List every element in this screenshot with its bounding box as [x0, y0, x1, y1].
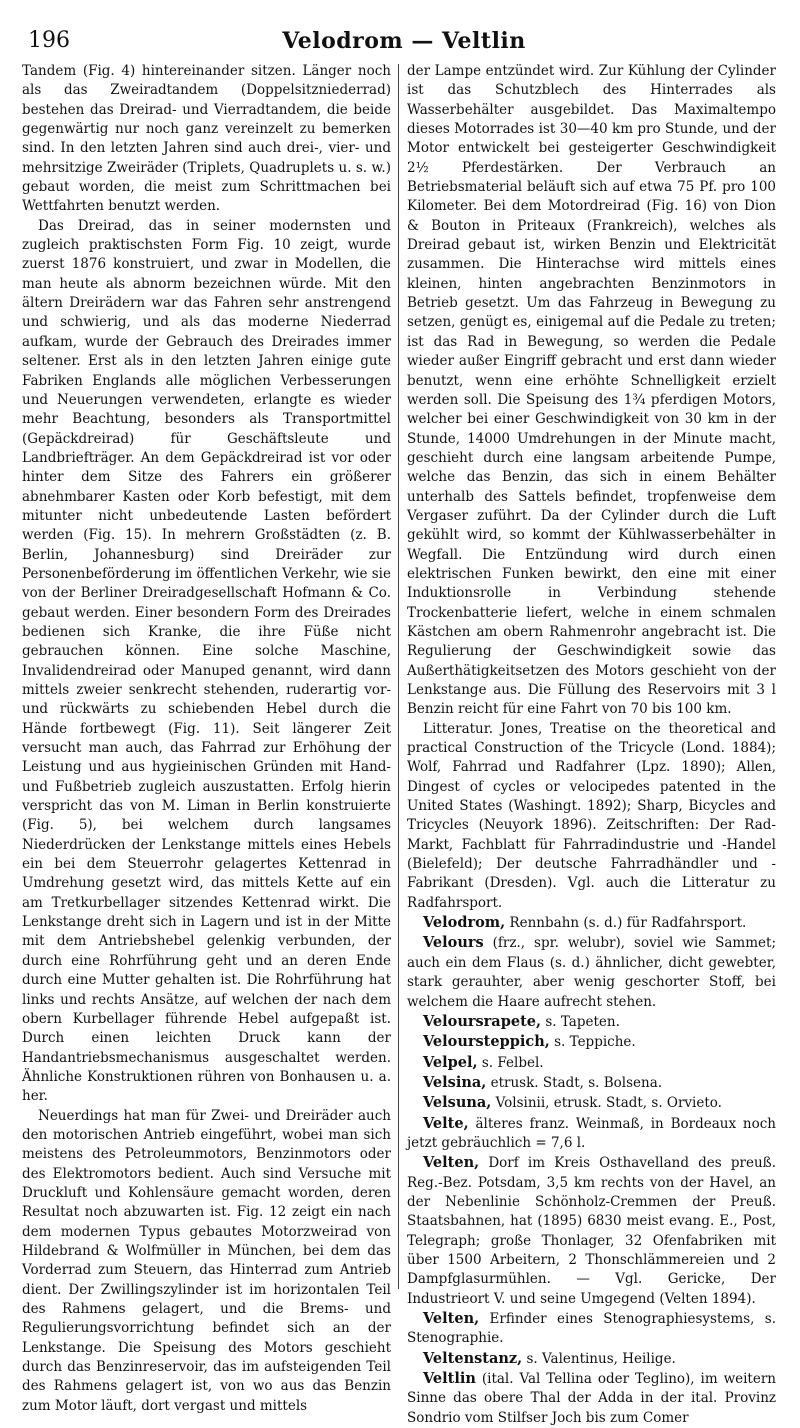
entry-velsina	[407, 1073, 776, 1093]
entry-velpel	[407, 1053, 776, 1073]
entry-term: Velodrom,	[423, 914, 506, 932]
entry-text: Dorf im Kreis Osthavelland des preuß. Reg.-Bez. Potsdam, 3,5 km rechts von der Havel, an der Nebenlinie Schönholz-Cremmen der Preuß. Staatsbahnen, hat (1895) 6830 meist evang. E., Post, Telegraph; große Thonlager, 32 Ofenfabriken mit über 1500 Arbeitern, 2 Thonschlämmereien und 2 Dampfglasurmühlen. — Vgl. Gericke, Der Industrieort V. und seine Umgegend (Velten 1894).	[407, 1155, 776, 1307]
column-divider	[398, 64, 399, 1289]
entry-text: s. Tapeten.	[541, 1013, 620, 1030]
paragraph: der Lampe entzündet wird. Zur Kühlung der Cylinder ist das Schutzblech des Hinterrades als Wasserbehälter ausgebildet. Das Maximaltempo dieses Motorrades ist 30—40 km pro Stunde, und der Motor entwickelt bei gesteigerter Geschwindigkeit 2½ Pferdestärken. Der Verbrauch an Betriebsmaterial beläuft sich auf etwa 75 Pf. pro 100 Kilometer. Bei dem Motordreirad (Fig. 16) von Dion & Bouton in Priteaux (Frankreich), welches als Dreirad gebaut ist, wirken Benzin und Elektricität zusammen. Die Hinterachse wird mittels eines kleinen, hinten angebrachten Benzinmotors in Betrieb gesetzt. Um das Fahrzeug in Bewegung zu setzen, genügt es, einigemal auf die Pedale zu treten; ist das Rad in Bewegung, so werden die Pedale wieder außer Eingriff gebracht und erst dann wieder benutzt, wenn eine erhöhte Schnelligkeit erzielt werden soll. Die Speisung des 1¾ pferdigen Motors, welcher bei einer Geschwindigkeit von 30 km in der Stunde, 14000 Umdrehungen in der Minute macht, geschieht durch eine langsam arbeitende Pumpe, welche das Benzin, das sich in einem Behälter unterhalb des Sattels befindet, tropfenweise dem Vergaser zuführt. Da der Cylinder durch die Luft gekühlt wird, so kommt der Kühlwasserbehälter in Wegfall. Die Entzündung wird durch einen elektrischen Funken bewirkt, den eine mit einer Induktionsrolle in Verbindung stehende Trockenbatterie liefert, welche in einem schmalen Kästchen am obern Rahmenrohr angebracht ist. Die Regulierung der Geschwindigkeit sowie das Außerthätigkeitsetzen des Motors geschieht von der Lenkstange aus. Die Füllung des Reservoirs mit 3 l Benzin reicht für eine Fahrt von 70 bis 100 km.	[407, 63, 776, 718]
entry-text: s. Valentinus, Heilige.	[522, 1350, 676, 1367]
entry-text: (frz., spr. welubr), soviel wie Sammet; auch ein dem Flaus (s. d.) ähnlicher, dicht gewebter, stark gerauhter, aber wenig geschorter Stoff, bei welchem die Haare aufrecht stehen.	[407, 935, 776, 1010]
right-column	[407, 62, 776, 1426]
paragraph: Das Dreirad, das in seiner modernsten und zugleich praktischsten Form Fig. 10 zeigt, wurde zuerst 1876 konstruiert, und zwar in Modellen, die man heute als abnorm bezeichnen würde. Mit den ältern Dreirädern war das Fahren sehr anstrengend und schwierig, und als das moderne Niederrad aufkam, wurde der Gebrauch des Dreirades immer seltener. Erst als in den letzten Jahren einige gute Fabriken Englands alle möglichen Verbesserungen und Neuerungen verwendeten, erlangte es wieder mehr Beachtung, besonders als Transportmittel (Gepäckdreirad) für Geschäftsleute und Landbriefträger. An dem Gepäckdreirad ist vor oder hinter dem Sitze des Fahrers ein größerer abnehmbarer Kasten oder Korb befestigt, mit dem mitunter nicht unbedeutende Lasten befördert werden (Fig. 15). In mehrern Großstädten (z. B. Berlin, Johannesburg) sind Dreiräder zur Personenbeförderung im öffentlichen Verkehr, wie sie von der Berliner Dreiradgesellschaft Hofmann & Co. gebaut werden. Einer besondern Form des Dreirades bedienen sich Kranke, die ihre Füße nicht gebrauchen können. Eine solche Maschine, Invalidendreirad oder Manuped genannt, wird dann mittels zweier senkrecht stehenden, ruderartig vor- und rückwärts zu schiebenden Hebel durch die Hände fortbewegt (Fig. 11). Seit längerer Zeit versucht man auch, das Fahrrad zur Erhöhung der Leistung und aus hygieinischen Gründen mit Hand- und Fußbetrieb zugleich auszustatten. Erfolg hierin verspricht das von M. Liman in Berlin konstruierte (Fig. 5), bei welchem durch langsames Niederdrücken der Lenkstange mittels eines Hebels ein bei dem Steuerrohr gelagertes Kettenrad in Umdrehung gesetzt wird, das mittels Kette auf ein am Tretkurbellager sitzendes Kettenrad wirkt. Die Lenkstange dreht sich in Lagern und ist in der Mitte mit dem Antriebshebel gelenkig verbunden, der durch eine Rohrführung geht und an deren Ende durch eine Mutter gehalten ist. Die Rohrführung hat links und rechts Ansätze, auf welchen der nach dem obern Kurbellager führende Hebel aufgepaßt ist. Durch einen leichten Druck kann der Handantriebsmechanismus ausgeschaltet werden. Ähnliche Konstruktionen rühren von Bonhausen u. a. her.	[22, 217, 391, 1105]
entry-term: Velte,	[423, 1114, 469, 1132]
entry-term: Velours	[423, 934, 484, 952]
entry-velsuna	[407, 1093, 776, 1113]
entry-text: etrusk. Stadt, s. Bolsena.	[486, 1074, 663, 1091]
entry-velten-erfinder	[407, 1309, 776, 1349]
left-column	[22, 62, 391, 1414]
entry-term: Veltenstanz,	[423, 1349, 523, 1367]
entry-term: Velten,	[423, 1310, 480, 1327]
entry-text: Rennbahn (s. d.) für Radfahrsport.	[505, 915, 747, 932]
entry-veloursrapete	[407, 1012, 776, 1032]
entry-velodrom	[407, 913, 776, 933]
entry-text: Erfinder eines Stenographiesystems, s. Stenographie.	[407, 1311, 776, 1347]
entry-term: Velpel,	[423, 1053, 478, 1071]
entry-veltlin	[407, 1369, 776, 1428]
entry-velte	[407, 1114, 776, 1154]
entry-text: älteres franz. Weinmaß, in Bordeaux noch jetzt gebräuchlich = 7,6 l.	[407, 1115, 776, 1151]
entry-term: Velten,	[423, 1154, 480, 1172]
entry-velours	[407, 933, 776, 1011]
entry-veltenstanz	[407, 1349, 776, 1369]
entry-term: Velsina,	[423, 1073, 487, 1091]
page-header	[28, 28, 780, 62]
entry-text: s. Teppiche.	[549, 1034, 636, 1051]
entry-term: Veltlin	[423, 1370, 476, 1388]
page-number: 196	[28, 28, 70, 53]
entry-term: Velsuna,	[423, 1094, 492, 1112]
entry-velten-dorf	[407, 1153, 776, 1309]
entry-term: Veloursrapete,	[423, 1012, 542, 1030]
paragraph: Neuerdings hat man für Zwei- und Dreiräder auch den motorischen Antrieb eingeführt, wobei man sich meistens des Petroleummotors, Benzinmotors oder des Elektromotors bedient. Auch sind Versuche mit Druckluft und Kohlensäure gemacht worden, deren Resultat noch abzuwarten ist. Fig. 12 zeigt ein nach dem modernen Typus gebautes Motorzweirad von Hildebrand & Wolfmüller in München, bei dem das Vorderrad zum Steuern, das Hinterrad zum Antrieb dient. Der Zwillingszylinder ist im horizontalen Teil des Rahmens gelagert, und die Brems- und Regulierungsvorrichtung befindet sich an der Lenkstange. Die Speisung des Motors geschieht durch das Benzinreservoir, das im aufsteigenden Teil des Rahmens gelagert ist, von wo aus das Benzin zum Motor läuft, dort vergast und mittels	[22, 1107, 391, 1414]
entry-text: Volsinii, etrusk. Stadt, s. Orvieto.	[491, 1095, 722, 1112]
entry-veloursteppich	[407, 1032, 776, 1052]
paragraph: Tandem (Fig. 4) hintereinander sitzen. Länger noch als das Zweiradtandem (Doppelsitzniederrad) bestehen das Dreirad- und Vierradtandem, die beide gegenwärtig nur noch ganz vereinzelt zu bemerken sind. In den letzten Jahren sind auch drei-, vier- und mehrsitzige Zweiräder (Triplets, Quadruplets u. s. w.) gebaut worden, die meist zum Schrittmachen bei Wettfahrten benutzt werden.	[22, 63, 391, 215]
literature-paragraph: Litteratur. Jones, Treatise on the theoretical and practical Construction of the Tricycle (Lond. 1884); Wolf, Fahrrad und Radfahrer (Lpz. 1890); Allen, Dingest of cycles or velocipedes patented in the United States (Washingt. 1892); Sharp, Bicycles and Tricycles (Neuyork 1896). Zeitschriften: Der Rad-Markt, Fachblatt für Fahrradindustrie und -Handel (Bielefeld); Der deutsche Fahrradhändler und -Fabrikant (Dresden). Vgl. auch die Litteratur zu Radfahrsport.	[407, 720, 776, 911]
running-head: Velodrom — Veltlin	[282, 28, 526, 54]
entry-text: s. Felbel.	[477, 1054, 544, 1071]
entry-text: (ital. Val Tellina oder Teglino), im weitern Sinne das obere Thal der Adda in der ital. Provinz Sondrio vom Stilfser Joch bis zum Comer	[407, 1371, 776, 1426]
entry-term: Veloursteppich,	[423, 1033, 550, 1051]
